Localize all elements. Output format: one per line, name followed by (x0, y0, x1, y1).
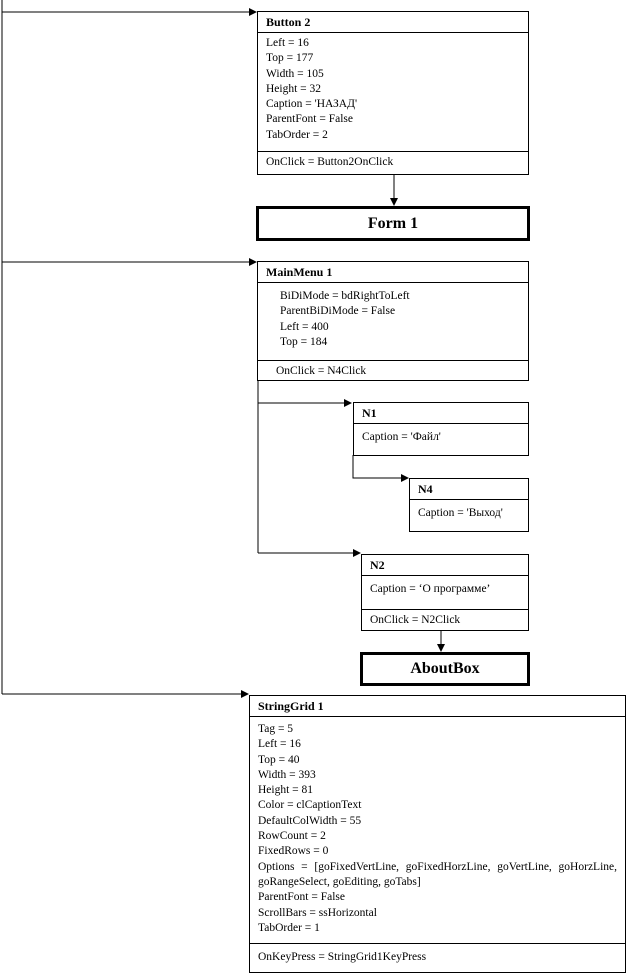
prop-line: Caption = ‘О программе’ (370, 583, 491, 595)
button2-props (258, 33, 528, 151)
n2-box (361, 554, 529, 631)
prop-line: Height = 81 (258, 784, 314, 797)
prop-line: ParentFont = False (266, 113, 353, 126)
prop-line: Top = 184 (280, 335, 328, 348)
n4-title: N4 (410, 479, 528, 500)
prop-line: Caption = 'НАЗАД' (266, 98, 358, 111)
button2-event: OnClick = Button2OnClick (258, 151, 528, 173)
aboutbox-title: AboutBox (410, 660, 480, 677)
prop-line: Color = clCaptionText (258, 799, 362, 812)
n2-title: N2 (362, 555, 528, 576)
prop-line: Caption = 'Файл' (362, 431, 441, 443)
prop-line: TabOrder = 1 (258, 921, 320, 934)
mainmenu1-props (258, 283, 528, 360)
mainmenu1-event: OnClick = N4Click (258, 360, 528, 382)
button2-title: Button 2 (258, 12, 528, 33)
prop-line: Top = 40 (258, 753, 300, 766)
prop-line: Top = 177 (266, 52, 314, 65)
stringgrid1-props (250, 717, 625, 943)
n1-box (353, 402, 529, 456)
options-line: Options = [goFixedVertLine, goFixedHorzLine, goVertLine, goHorzLine, goRangeSelect, goEditing, goTabs] (258, 860, 617, 888)
n1-props (354, 424, 528, 450)
prop-line: Width = 393 (258, 768, 316, 781)
mainmenu1-title: MainMenu 1 (258, 262, 528, 283)
stringgrid1-box (249, 695, 626, 973)
prop-line: TabOrder = 2 (266, 128, 328, 141)
arrow-n1-to-n4 (353, 455, 408, 478)
prop-line: Tag = 5 (258, 723, 294, 735)
button2-box (257, 11, 529, 175)
mainmenu1-box (257, 261, 529, 381)
form1-title: Form 1 (367, 215, 419, 232)
prop-line: FixedRows = 0 (258, 845, 329, 858)
stringgrid1-event: OnKeyPress = StringGrid1KeyPress (250, 943, 625, 968)
n4-props (410, 500, 528, 526)
prop-line: DefaultColWidth = 55 (258, 814, 362, 827)
prop-line: Caption = 'Выход' (418, 507, 503, 519)
prop-line: RowCount = 2 (258, 830, 326, 843)
n1-title: N1 (354, 403, 528, 424)
prop-line: ParentFont = False (258, 891, 345, 904)
n2-event: OnClick = N2Click (362, 609, 528, 631)
n4-box (409, 478, 529, 532)
prop-line: Left = 400 (280, 320, 329, 333)
n2-props (362, 576, 528, 609)
prop-line: Left = 16 (258, 738, 301, 751)
aboutbox-box (360, 652, 530, 686)
prop-line: Height = 32 (266, 82, 322, 95)
form1-box (256, 206, 530, 241)
prop-line: Width = 105 (266, 67, 324, 80)
prop-line: Left = 16 (266, 37, 309, 49)
prop-line: ParentBiDiMode = False (280, 305, 396, 318)
prop-line: ScrollBars = ssHorizontal (258, 906, 377, 919)
prop-line: BiDiMode = bdRightToLeft (280, 290, 410, 302)
stringgrid1-title: StringGrid 1 (250, 696, 625, 717)
